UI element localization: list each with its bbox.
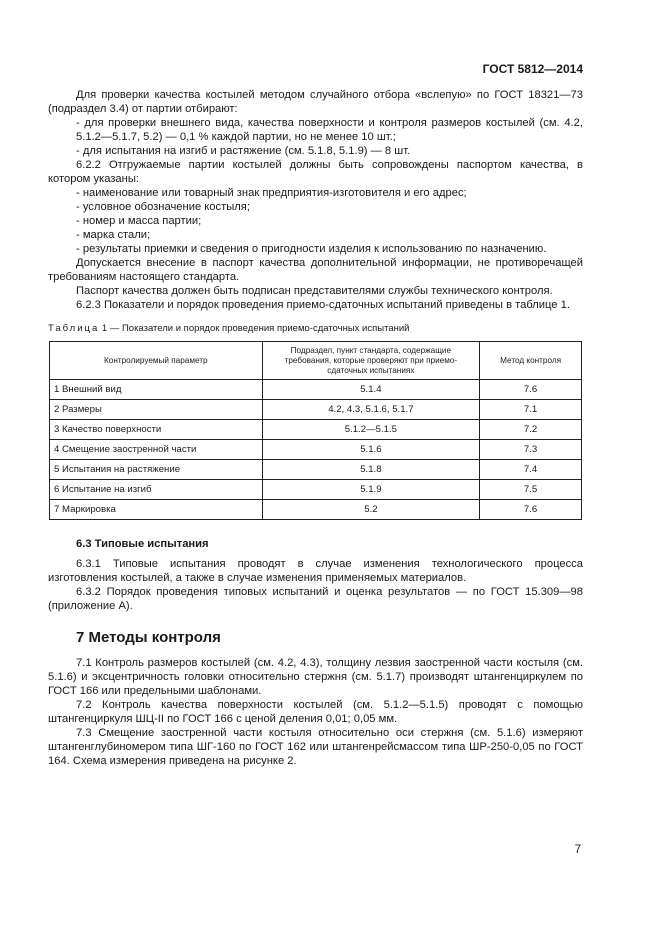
table-cell: 4.2, 4.3, 5.1.6, 5.1.7 bbox=[262, 400, 480, 420]
signature-paragraph: Паспорт качества должен быть подписан представителями службы технического контроля. bbox=[76, 285, 553, 297]
table-cell: 7.3 bbox=[480, 440, 582, 460]
passport-list-item: - условное обозначение костыля; bbox=[76, 200, 583, 214]
page-number: 7 bbox=[574, 844, 581, 856]
section-6-3-paragraph: 6.3.2 Порядок проведения типовых испытаний и оценка результатов — по ГОСТ 15.309—98 (приложение А). bbox=[48, 586, 583, 612]
section-7-paragraph: 7.2 Контроль качества поверхности костылей (см. 5.1.2—5.1.5) проводят с помощью штангенциркуля ШЦ-II по ГОСТ 166 с ценой деления 0,01; 0,05 мм. bbox=[48, 699, 583, 725]
table-cell: 4 Смещение заостренной части bbox=[50, 440, 263, 460]
table-row bbox=[50, 500, 582, 520]
table-cell: 5.1.9 bbox=[262, 480, 480, 500]
table-row bbox=[50, 440, 582, 460]
passport-list-item: - наименование или товарный знак предприятия-изготовителя и его адрес; bbox=[76, 186, 583, 200]
table-caption bbox=[48, 323, 583, 334]
table-cell: 1 Внешний вид bbox=[50, 380, 263, 400]
section-6-3-paragraph: 6.3.1 Типовые испытания проводят в случае изменения технологического процесса изготовления костылей, а также в случае изменения применяемых материалов. bbox=[48, 558, 583, 584]
table-cell: 7.5 bbox=[480, 480, 582, 500]
table-cell: 7 Маркировка bbox=[50, 500, 263, 520]
table-cell: 2 Размеры bbox=[50, 400, 263, 420]
table-cell: 6 Испытание на изгиб bbox=[50, 480, 263, 500]
table-cell: 7.6 bbox=[480, 500, 582, 520]
passport-list-item: - номер и масса партии; bbox=[76, 214, 583, 228]
page-body bbox=[48, 88, 583, 768]
passport-paragraph: 6.2.2 Отгружаемые партии костылей должны быть сопровождены паспортом качества, в котором указаны: bbox=[48, 159, 583, 185]
section-7-paragraph: 7.3 Смещение заостренной части костыля относительно оси стержня (см. 5.1.6) измеряют штангенглубиномером типа ШГ-160 по ГОСТ 162 или штангенрейсмассом типа ШР-250-0,05 по ГОСТ 164. Схема измерения приведена на рисунке 2. bbox=[48, 727, 583, 767]
table-cell: 7.2 bbox=[480, 420, 582, 440]
table-cell: 7.1 bbox=[480, 400, 582, 420]
table-row bbox=[50, 480, 582, 500]
additional-info-paragraph: Допускается внесение в паспорт качества дополнительной информации, не противоречащей требованиям настоящего стандарта. bbox=[48, 257, 583, 283]
table-cell: 5.1.4 bbox=[262, 380, 480, 400]
passport-list-item: - марка стали; bbox=[76, 228, 583, 242]
intro-paragraph: Для проверки качества костылей методом случайного отбора «вслепую» по ГОСТ 18321—73 (подраздел 3.4) от партии отбирают: bbox=[48, 89, 583, 115]
table-cell: 7.6 bbox=[480, 380, 582, 400]
acceptance-tests-table bbox=[49, 341, 582, 520]
section-7-paragraph: 7.1 Контроль размеров костылей (см. 4.2, 4.3), толщину лезвия заостренной части костыля (см. 5.1.6) и эксцентричность головки относительно стержня (см. 5.1.7) производят штангенциркулем по ГОСТ 166 или предельными шаблонами. bbox=[48, 657, 583, 697]
table-header-row bbox=[50, 342, 582, 380]
table-row bbox=[50, 380, 582, 400]
section-6-3-heading: 6.3 Типовые испытания bbox=[76, 538, 209, 550]
table-caption-text: 1 — Показатели и порядок проведения приемо-сдаточных испытаний bbox=[101, 323, 410, 334]
table-cell: 5.1.2—5.1.5 bbox=[262, 420, 480, 440]
table-cell: 5.1.6 bbox=[262, 440, 480, 460]
table-row bbox=[50, 400, 582, 420]
table-caption-label: Таблица bbox=[48, 323, 100, 334]
section-7-heading: 7 Методы контроля bbox=[76, 629, 221, 646]
table-cell: 5 Испытания на растяжение bbox=[50, 460, 263, 480]
table-cell: 5.1.8 bbox=[262, 460, 480, 480]
table-cell: 3 Качество поверхности bbox=[50, 420, 263, 440]
table-cell: 5.2 bbox=[262, 500, 480, 520]
table-row bbox=[50, 420, 582, 440]
table-row bbox=[50, 460, 582, 480]
document-code: ГОСТ 5812—2014 bbox=[482, 62, 583, 76]
column-header-requirements: Подраздел, пункт стандарта, содержащие требования, которые проверяют при приемо-сдаточных испытаниях bbox=[262, 342, 480, 380]
column-header-parameter: Контролируемый параметр bbox=[50, 342, 263, 380]
table-reference-paragraph: 6.2.3 Показатели и порядок проведения приемо-сдаточных испытаний приведены в таблице 1. bbox=[76, 299, 570, 311]
passport-list-item: - результаты приемки и сведения о пригодности изделия к использованию по назначению. bbox=[76, 242, 583, 256]
column-header-method: Метод контроля bbox=[480, 342, 582, 380]
sampling-item: - для испытания на изгиб и растяжение (см. 5.1.8, 5.1.9) — 8 шт. bbox=[76, 144, 583, 158]
table-cell: 7.4 bbox=[480, 460, 582, 480]
sampling-item: - для проверки внешнего вида, качества поверхности и контроля размеров костылей (см. 4.2, 5.1.2—5.1.7, 5.2) — 0,1 % каждой партии, но не менее 10 шт.; bbox=[76, 116, 583, 144]
